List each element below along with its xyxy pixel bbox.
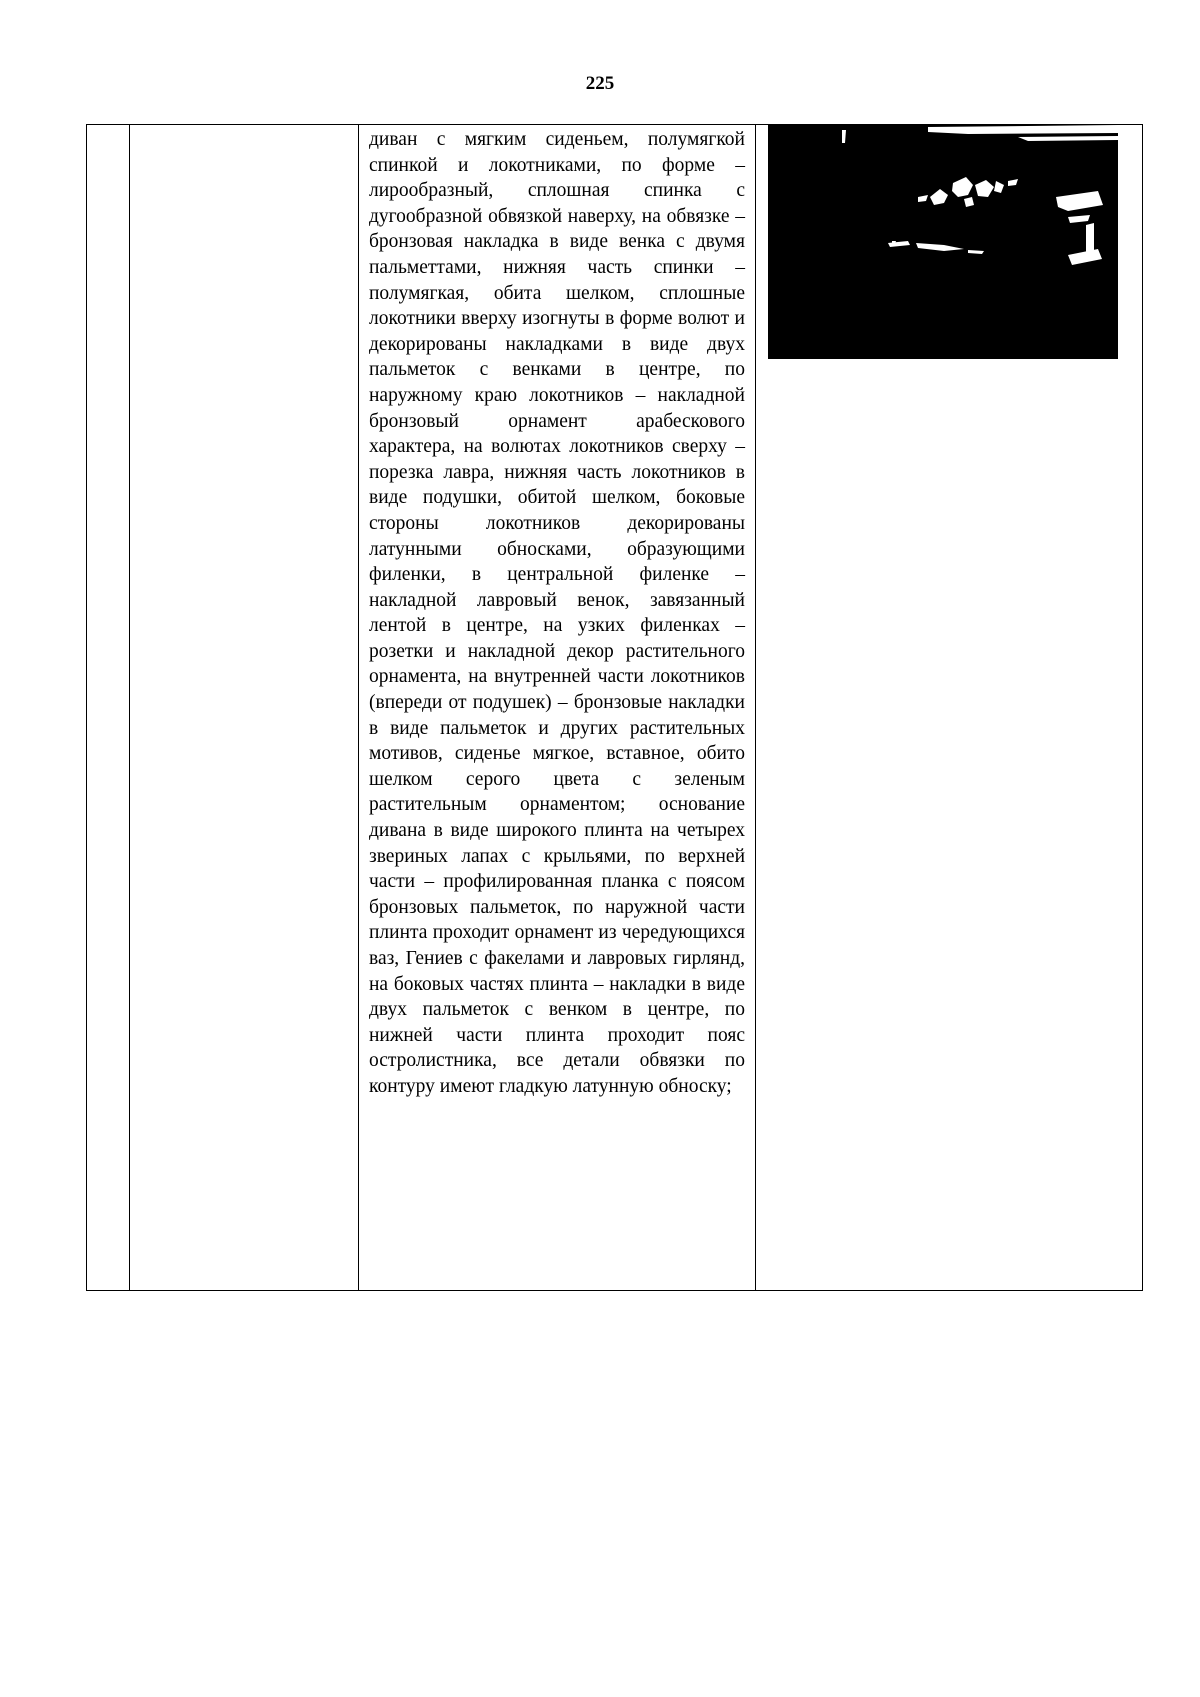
item-description: диван с мягким сиденьем, полумягкой спинкой и локотниками, по форме – лирообразный, сплошная спинка с дугообразной обвязкой наверху, на обвязке – бронзовая накладка в виде венка с двумя пальметтами, нижняя часть спинки – полумягкая, обита шелком, сплошные локотники вверху изогнуты в форме волют и декорированы накладками в виде двух пальметок с венками в центре, по наружному краю локотников – накладной бронзовый орнамент арабескового характера, на волютах локотников сверху – порезка лавра, нижняя часть локотников в виде подушки, обитой шелком, боковые стороны локотников декорированы латунными обносками, образующими филенки, в центральной филенке – накладной лавровый венок, завязанный лентой в центре, на узких филенках – розетки и накладной декор растительного орнамента, на внутренней части локотников (впереди от подушек) – бронзовые накладки в виде пальметок и других растительных мотивов, сиденье мягкое, вставное, обито шелком серого цвета с зеленым растительным орнаментом; основание дивана в виде широкого плинта на четырех звериных лапах с крыльями, по верхней части – профилированная планка с поясом бронзовых пальметок, по наружной части плинта проходит орнамент из чередующихся ваз, Гениев с факелами и лавровых гирлянд, на боковых частях плинта – накладки в виде двух пальметок с венком в центре, по нижней части плинта проходит пояс остролистника, все детали обвязки по контуру имеют гладкую латунную обноску; [369,129,745,1097]
table-row [87,125,1143,1291]
number-cell [87,125,130,1291]
description-cell [359,125,756,1291]
page-number: 225 [585,73,615,94]
inventory-table [86,124,1143,1291]
sofa-photo [768,125,1118,359]
name-cell [130,125,359,1291]
photo-cell [756,125,1143,1291]
